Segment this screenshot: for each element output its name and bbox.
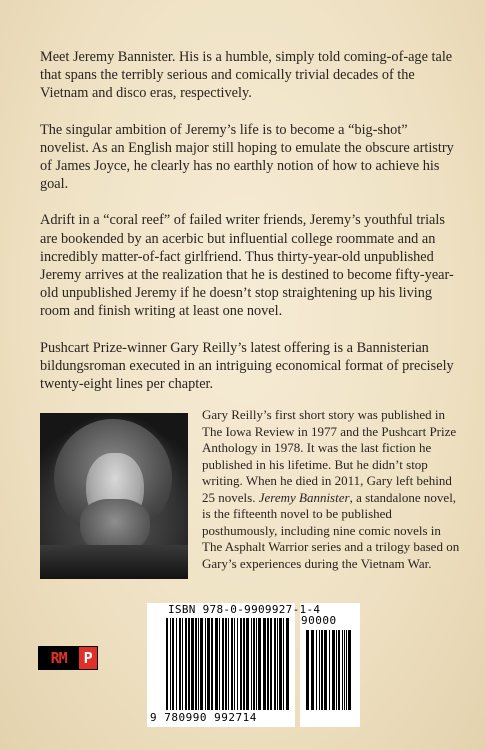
- barcode-bar: [188, 618, 190, 710]
- publisher-logo-p: P: [79, 646, 98, 670]
- barcode-bar: [215, 618, 218, 710]
- barcode-bar: [258, 618, 261, 710]
- barcode-bar: [306, 630, 309, 710]
- barcode-bar: [240, 618, 242, 710]
- barcode-bar: [338, 630, 340, 710]
- price-barcode: [306, 630, 356, 714]
- barcode-bar: [270, 618, 272, 710]
- barcode-bar: [344, 630, 345, 710]
- barcode-bar: [256, 618, 257, 710]
- publisher-logo: [38, 646, 98, 670]
- barcode-bar: [211, 618, 213, 710]
- barcode-bar: [246, 618, 249, 710]
- barcode-bar: [228, 618, 229, 710]
- barcode-bar: [346, 630, 347, 710]
- blurb-paragraph: Meet Jeremy Bannister. His is a humble, simply told coming-of-age tale that spans the terribly serious and comically trivial decades of the Vietnam and disco eras, respectively.: [40, 49, 453, 102]
- barcode-bar: [207, 618, 210, 710]
- barcode-bar: [336, 630, 337, 710]
- barcode-bar: [205, 618, 206, 710]
- barcode-bar: [286, 618, 289, 710]
- barcode-bar: [231, 618, 233, 710]
- barcode-bar: [321, 630, 323, 710]
- barcode-bar: [329, 630, 330, 710]
- barcode-bar: [225, 618, 227, 710]
- blurb-paragraph: The singular ambition of Jeremy’s life is to become a “big-shot” novelist. As an English major still hoping to emulate the obscure artistry of James Joyce, he clearly has no earthly notion of how to achieve his goal.: [40, 121, 454, 193]
- author-bio: [202, 407, 462, 572]
- blurb-paragraph: Pushcart Prize-winner Gary Reilly’s latest offering is a Bannisterian bildungsroman executed in an intriguing economical format of precisely twenty-eight lines per chapter.: [40, 339, 454, 393]
- barcode-bar: [263, 618, 266, 710]
- barcode-bar: [166, 618, 168, 710]
- bio-book-title: Jeremy Bannister: [258, 489, 350, 505]
- barcode-bar: [237, 618, 238, 710]
- barcode-bar: [191, 618, 194, 710]
- ean-barcode: [166, 618, 296, 714]
- blurb-paragraph: Adrift in a “coral reef” of failed writer friends, Jeremy’s youthful trials are bookended by an acerbic but influential college roommate and an incredibly matter-of-fact girlfriend. Thus thirty-year-old unpublished Jeremy arrives at the realization that he is destined to become fifty-year-old unpublished Jeremy if he doesn’t stop straightening up his living room and finish writing at least one novel.: [40, 212, 454, 320]
- publisher-logo-rm: RM: [38, 646, 79, 670]
- barcode-bar: [172, 618, 174, 710]
- price-code: 90000: [301, 614, 337, 627]
- barcode-bar: [195, 618, 197, 710]
- barcode-bar: [279, 618, 282, 710]
- barcode-bar: [316, 630, 317, 710]
- barcode-bar: [182, 618, 183, 710]
- barcode-bar: [348, 630, 351, 710]
- barcode-bar: [324, 630, 327, 710]
- barcode-bar: [319, 630, 320, 710]
- ean-digits: 9 780990 992714: [150, 711, 257, 724]
- barcode-bar: [251, 618, 252, 710]
- isbn-text: ISBN 978-0-9909927-1-4: [168, 603, 321, 616]
- barcode-bar: [332, 630, 335, 710]
- bio-text: Gary Reilly’s first short story was published in The Iowa Review in 1977 and the Pushcart Prize Anthology in 1978. It was the last fiction he published in his lifetime. But he didn’t stop writing. When he died in 2011, Gary left behind 25 novels.: [202, 407, 457, 505]
- bio-text-continued: , a standalone novel, is the fifteenth novel to be published posthumously, including nine comic novels in The Asphalt Warrior series and a trilogy based on Gary’s experiences during the Vietnam War.: [202, 489, 460, 571]
- barcode-bar: [185, 618, 187, 710]
- barcode-bar: [243, 618, 245, 710]
- author-photo: [40, 413, 188, 579]
- barcode-bar: [200, 618, 203, 710]
- barcode-bar: [170, 618, 171, 710]
- barcode-bar: [283, 618, 284, 710]
- barcode-bar: [219, 618, 220, 710]
- barcode-bar: [198, 618, 199, 710]
- barcode-bar: [179, 618, 181, 710]
- barcode-bar: [234, 618, 235, 710]
- barcode-bar: [222, 618, 224, 710]
- barcode-bar: [176, 618, 177, 710]
- barcode-bar: [277, 618, 278, 710]
- author-photo-shirt: [40, 545, 188, 579]
- barcode-bar: [342, 630, 343, 710]
- back-cover-blurb: [40, 48, 458, 411]
- barcode-bar: [267, 618, 269, 710]
- barcode-bar: [311, 630, 314, 710]
- barcode-bar: [253, 618, 255, 710]
- barcode-bar: [274, 618, 276, 710]
